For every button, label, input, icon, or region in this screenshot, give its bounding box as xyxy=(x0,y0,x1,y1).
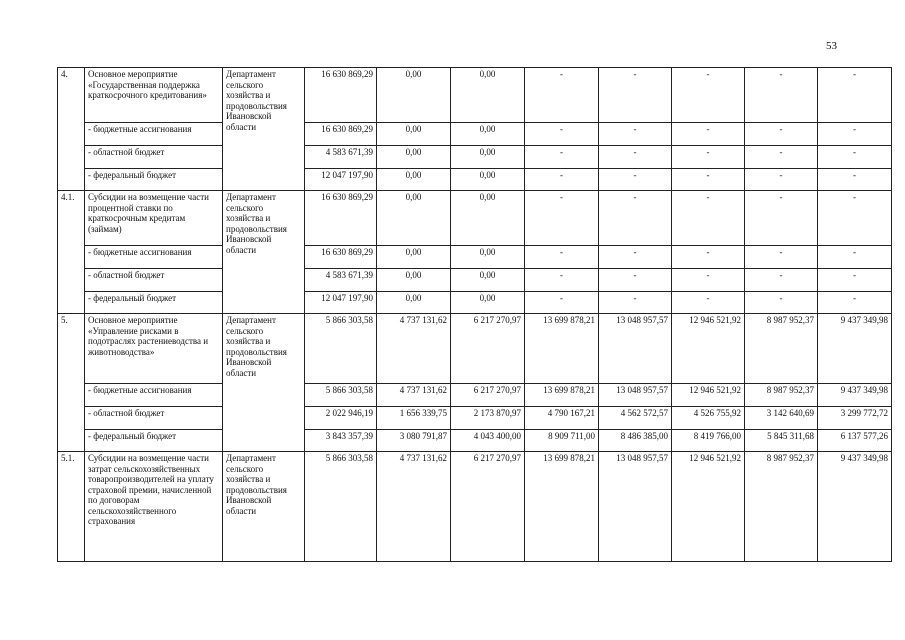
value-cell: 12 946 521,92 xyxy=(672,452,745,562)
value-cell: 0,00 xyxy=(377,269,451,292)
value-cell: 0,00 xyxy=(377,146,451,169)
value-cell: - xyxy=(599,123,672,146)
value-cell: - xyxy=(818,146,892,169)
value-cell: 13 699 878,21 xyxy=(525,314,599,384)
value-cell: 0,00 xyxy=(451,146,525,169)
value-cell: - xyxy=(672,68,745,123)
value-cell: 2 173 870,97 xyxy=(451,407,525,430)
section-sub-row xyxy=(58,292,892,314)
row-label: Субсидии на возмещение части затрат сельскохозяйственных товаропроизводителей на уплату страховой премии, начисленной по договорам сельскохозяйственного страхования xyxy=(85,452,223,562)
section-sub-row xyxy=(58,169,892,191)
value-cell: - xyxy=(818,68,892,123)
section-sub-row xyxy=(58,430,892,452)
value-cell: - xyxy=(745,169,818,191)
value-cell: 13 048 957,57 xyxy=(599,384,672,407)
value-cell: 4 526 755,92 xyxy=(672,407,745,430)
value-cell: - xyxy=(672,292,745,314)
value-cell: - xyxy=(672,269,745,292)
value-cell: - xyxy=(599,68,672,123)
row-label: - бюджетные ассигнования xyxy=(85,384,223,407)
value-cell: 0,00 xyxy=(451,292,525,314)
value-cell: 4 562 572,57 xyxy=(599,407,672,430)
value-cell: - xyxy=(525,292,599,314)
value-cell: 8 486 385,00 xyxy=(599,430,672,452)
value-cell: 12 047 197,90 xyxy=(305,292,377,314)
section-sub-row xyxy=(58,123,892,146)
department-cell: Департамент сельского хозяйства и продовольствия Ивановской области xyxy=(223,314,305,452)
value-cell: 4 583 671,39 xyxy=(305,269,377,292)
row-label: - федеральный бюджет xyxy=(85,430,223,452)
value-cell: - xyxy=(599,246,672,269)
row-label: - федеральный бюджет xyxy=(85,169,223,191)
value-cell: 5 866 303,58 xyxy=(305,452,377,562)
value-cell: - xyxy=(745,269,818,292)
value-cell: 9 437 349,98 xyxy=(818,384,892,407)
value-cell: 3 299 772,72 xyxy=(818,407,892,430)
value-cell: 4 737 131,62 xyxy=(377,384,451,407)
value-cell: 5 866 303,58 xyxy=(305,314,377,384)
section-sub-row xyxy=(58,146,892,169)
value-cell: - xyxy=(745,68,818,123)
section-index: 4. xyxy=(58,68,85,191)
value-cell: - xyxy=(599,292,672,314)
value-cell: 0,00 xyxy=(377,191,451,246)
value-cell: - xyxy=(672,169,745,191)
row-label: Субсидии на возмещение части процентной ставки по краткосрочным кредитам (займам) xyxy=(85,191,223,246)
value-cell: 4 737 131,62 xyxy=(377,314,451,384)
row-label: - бюджетные ассигнования xyxy=(85,123,223,146)
row-label: Основное мероприятие «Государственная поддержка краткосрочного кредитования» xyxy=(85,68,223,123)
value-cell: 0,00 xyxy=(451,191,525,246)
value-cell: - xyxy=(525,191,599,246)
value-cell: - xyxy=(745,292,818,314)
value-cell: 13 048 957,57 xyxy=(599,314,672,384)
value-cell: 13 699 878,21 xyxy=(525,384,599,407)
value-cell: - xyxy=(599,169,672,191)
row-label: Основное мероприятие «Управление рисками в подотраслях растениеводства и животноводства» xyxy=(85,314,223,384)
department-cell: Департамент сельского хозяйства и продовольствия Ивановской области xyxy=(223,191,305,314)
value-cell: - xyxy=(672,146,745,169)
value-cell: 6 217 270,97 xyxy=(451,452,525,562)
value-cell: 0,00 xyxy=(377,246,451,269)
value-cell: - xyxy=(745,146,818,169)
value-cell: 0,00 xyxy=(451,123,525,146)
value-cell: - xyxy=(818,169,892,191)
value-cell: 3 843 357,39 xyxy=(305,430,377,452)
value-cell: - xyxy=(745,246,818,269)
value-cell: 9 437 349,98 xyxy=(818,452,892,562)
section-index: 5.1. xyxy=(58,452,85,562)
value-cell: - xyxy=(818,123,892,146)
value-cell: 0,00 xyxy=(377,169,451,191)
value-cell: 0,00 xyxy=(451,246,525,269)
value-cell: 1 656 339,75 xyxy=(377,407,451,430)
section-index: 5. xyxy=(58,314,85,452)
row-label: - областной бюджет xyxy=(85,146,223,169)
section-main-row xyxy=(58,68,892,123)
value-cell: 6 217 270,97 xyxy=(451,314,525,384)
value-cell: - xyxy=(599,146,672,169)
row-label: - областной бюджет xyxy=(85,407,223,430)
value-cell: 12 047 197,90 xyxy=(305,169,377,191)
value-cell: 13 699 878,21 xyxy=(525,452,599,562)
section-main-row xyxy=(58,314,892,384)
section-sub-row xyxy=(58,246,892,269)
value-cell: - xyxy=(672,123,745,146)
row-label: - федеральный бюджет xyxy=(85,292,223,314)
value-cell: 12 946 521,92 xyxy=(672,384,745,407)
value-cell: 4 790 167,21 xyxy=(525,407,599,430)
value-cell: - xyxy=(745,123,818,146)
department-cell: Департамент сельского хозяйства и продовольствия Ивановской области xyxy=(223,452,305,562)
value-cell: 4 583 671,39 xyxy=(305,146,377,169)
value-cell: 2 022 946,19 xyxy=(305,407,377,430)
value-cell: 8 909 711,00 xyxy=(525,430,599,452)
value-cell: 16 630 869,29 xyxy=(305,123,377,146)
row-label: - областной бюджет xyxy=(85,269,223,292)
value-cell: 6 137 577,26 xyxy=(818,430,892,452)
value-cell: - xyxy=(818,191,892,246)
value-cell: - xyxy=(672,246,745,269)
value-cell: 13 048 957,57 xyxy=(599,452,672,562)
row-label: - бюджетные ассигнования xyxy=(85,246,223,269)
value-cell: 5 866 303,58 xyxy=(305,384,377,407)
section-main-row xyxy=(58,452,892,562)
value-cell: - xyxy=(525,246,599,269)
section-sub-row xyxy=(58,384,892,407)
value-cell: 0,00 xyxy=(377,68,451,123)
value-cell: - xyxy=(672,191,745,246)
value-cell: 6 217 270,97 xyxy=(451,384,525,407)
section-index: 4.1. xyxy=(58,191,85,314)
value-cell: 8 987 952,37 xyxy=(745,314,818,384)
value-cell: 8 419 766,00 xyxy=(672,430,745,452)
value-cell: - xyxy=(525,123,599,146)
value-cell: 0,00 xyxy=(377,292,451,314)
value-cell: - xyxy=(525,169,599,191)
section-main-row xyxy=(58,191,892,246)
section-sub-row xyxy=(58,407,892,430)
value-cell: - xyxy=(525,68,599,123)
value-cell: - xyxy=(599,269,672,292)
page-number: 53 xyxy=(826,40,837,52)
value-cell: - xyxy=(599,191,672,246)
value-cell: - xyxy=(818,269,892,292)
value-cell: 0,00 xyxy=(451,68,525,123)
value-cell: 16 630 869,29 xyxy=(305,68,377,123)
value-cell: 8 987 952,37 xyxy=(745,452,818,562)
department-cell: Департамент сельского хозяйства и продовольствия Ивановской области xyxy=(223,68,305,191)
value-cell: 8 987 952,37 xyxy=(745,384,818,407)
value-cell: 3 142 640,69 xyxy=(745,407,818,430)
value-cell: - xyxy=(818,292,892,314)
value-cell: 0,00 xyxy=(451,269,525,292)
value-cell: 4 043 400,00 xyxy=(451,430,525,452)
value-cell: 16 630 869,29 xyxy=(305,246,377,269)
value-cell: 12 946 521,92 xyxy=(672,314,745,384)
value-cell: - xyxy=(525,146,599,169)
value-cell: 9 437 349,98 xyxy=(818,314,892,384)
value-cell: 4 737 131,62 xyxy=(377,452,451,562)
value-cell: 0,00 xyxy=(377,123,451,146)
value-cell: - xyxy=(745,191,818,246)
value-cell: 3 080 791,87 xyxy=(377,430,451,452)
budget-table xyxy=(57,67,892,562)
value-cell: 0,00 xyxy=(451,169,525,191)
value-cell: 16 630 869,29 xyxy=(305,191,377,246)
section-sub-row xyxy=(58,269,892,292)
value-cell: - xyxy=(818,246,892,269)
value-cell: - xyxy=(525,269,599,292)
value-cell: 5 845 311,68 xyxy=(745,430,818,452)
